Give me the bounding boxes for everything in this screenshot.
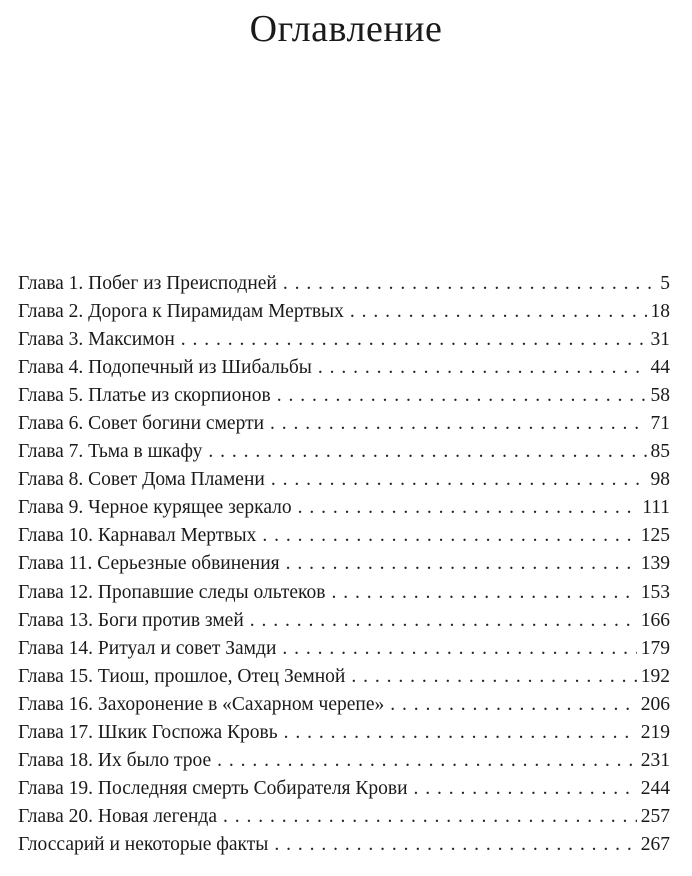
dot-leader	[223, 803, 637, 831]
toc-entry-page: 44	[650, 357, 670, 379]
dot-leader	[351, 663, 636, 691]
toc-entry[interactable]	[18, 831, 670, 859]
dot-leader	[181, 326, 647, 354]
toc-entry-page: 231	[640, 749, 670, 771]
toc-entry[interactable]	[18, 775, 670, 803]
toc-entry-page: 179	[640, 637, 670, 659]
dot-leader	[298, 494, 639, 522]
toc-entry[interactable]	[18, 635, 670, 663]
dot-leader	[262, 522, 636, 550]
toc-entry-title: Глава 8. Совет Дома Пламени	[18, 469, 265, 491]
toc-entry-page: 18	[650, 301, 670, 323]
dot-leader	[277, 382, 647, 410]
toc-entry-title: Глава 13. Боги против змей	[18, 609, 244, 631]
page-title: Оглавление	[249, 8, 443, 50]
toc-entry-page: 257	[640, 805, 670, 827]
toc-entry-title: Глава 2. Дорога к Пирамидам Мертвых	[18, 301, 344, 323]
toc-entry-title: Глава 9. Черное курящее зеркало	[18, 497, 292, 519]
dot-leader	[286, 550, 637, 578]
dot-leader	[282, 635, 636, 663]
table-of-contents	[18, 270, 670, 859]
toc-entry-title: Глава 20. Новая легенда	[18, 805, 217, 827]
toc-entry[interactable]	[18, 747, 670, 775]
toc-entry-page: 31	[650, 329, 670, 351]
toc-entry-page: 219	[640, 721, 670, 743]
toc-entry-title: Глава 15. Тиош, прошлое, Отец Земной	[18, 665, 346, 687]
toc-entry[interactable]	[18, 550, 670, 578]
toc-entry-title: Глава 11. Серьезные обвинения	[18, 553, 280, 575]
toc-entry[interactable]	[18, 691, 670, 719]
dot-leader	[217, 747, 637, 775]
toc-entry-page: 206	[640, 693, 670, 715]
toc-entry-page: 125	[640, 525, 670, 547]
dot-leader	[283, 270, 652, 298]
toc-entry-page: 153	[640, 581, 670, 603]
toc-entry[interactable]	[18, 326, 670, 354]
toc-entry-title: Глоссарий и некоторые факты	[18, 833, 269, 855]
toc-entry[interactable]	[18, 410, 670, 438]
dot-leader	[331, 579, 636, 607]
toc-entry[interactable]	[18, 298, 670, 326]
toc-entry-page: 111	[642, 497, 670, 519]
dot-leader	[318, 354, 647, 382]
toc-entry-title: Глава 14. Ритуал и совет Замди	[18, 637, 277, 659]
toc-entry[interactable]	[18, 438, 670, 466]
toc-entry[interactable]	[18, 663, 670, 691]
toc-entry-title: Глава 1. Побег из Преисподней	[18, 273, 277, 294]
toc-entry-title: Глава 4. Подопечный из Шибальбы	[18, 357, 312, 379]
toc-entry-title: Глава 7. Тьма в шкафу	[18, 441, 203, 463]
toc-entry-title: Глава 19. Последняя смерть Собирателя Крови	[18, 777, 408, 799]
toc-entry[interactable]	[18, 803, 670, 831]
toc-entry-page: 98	[650, 469, 670, 491]
toc-entry[interactable]	[18, 579, 670, 607]
dot-leader	[414, 775, 637, 803]
toc-entry-title: Глава 10. Карнавал Мертвых	[18, 525, 257, 547]
toc-entry-title: Глава 6. Совет богини смерти	[18, 413, 265, 435]
dot-leader	[390, 691, 637, 719]
toc-entry-page: 166	[640, 609, 670, 631]
toc-entry-page: 58	[650, 385, 670, 407]
dot-leader	[250, 607, 637, 635]
toc-entry-page: 244	[640, 777, 670, 799]
dot-leader	[350, 298, 647, 326]
toc-entry-page: 192	[640, 665, 670, 687]
toc-entry-title: Глава 18. Их было трое	[18, 749, 212, 771]
toc-entry[interactable]	[18, 522, 670, 550]
toc-entry-title: Глава 5. Платье из скорпионов	[18, 385, 271, 407]
dot-leader	[274, 831, 636, 859]
toc-entry-title: Глава 12. Пропавшие следы ольтеков	[18, 581, 326, 603]
toc-entry-page: 139	[640, 553, 670, 575]
dot-leader	[208, 438, 646, 466]
toc-entry[interactable]	[18, 466, 670, 494]
toc-entry-title: Глава 17. Шкик Госпожа Кровь	[18, 721, 278, 743]
toc-entry[interactable]	[18, 270, 670, 298]
toc-entry-page: 85	[650, 441, 670, 463]
toc-entry-page: 5	[660, 273, 670, 294]
dot-leader	[271, 466, 647, 494]
toc-entry-title: Глава 3. Максимон	[18, 329, 175, 351]
dot-leader	[284, 719, 637, 747]
toc-entry-title: Глава 16. Захоронение в «Сахарном черепе»	[18, 693, 385, 715]
toc-entry-page: 71	[650, 413, 670, 435]
toc-entry-page: 267	[640, 833, 670, 855]
toc-entry[interactable]	[18, 607, 670, 635]
dot-leader	[270, 410, 646, 438]
toc-entry[interactable]	[18, 494, 670, 522]
toc-entry[interactable]	[18, 382, 670, 410]
toc-entry[interactable]	[18, 354, 670, 382]
toc-entry[interactable]	[18, 719, 670, 747]
